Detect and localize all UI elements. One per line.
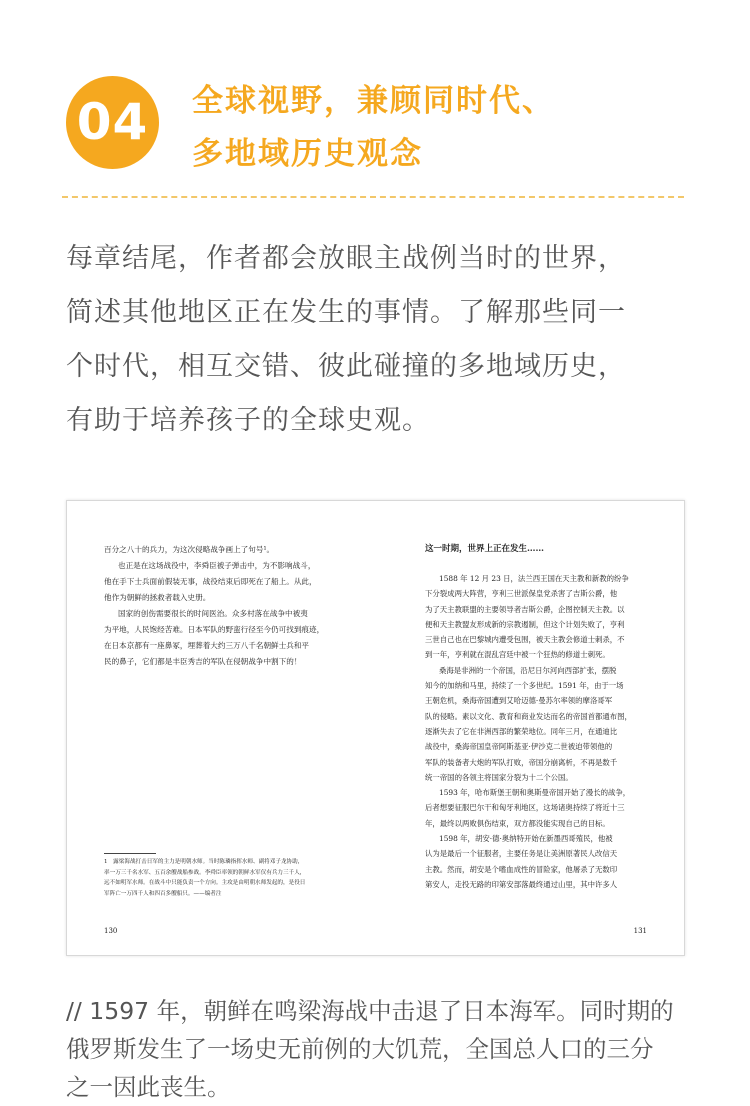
text-line: 也正是在这场战役中，李舜臣被子弹击中，为不影响战斗， [118, 561, 316, 570]
text-line: 第安人，走投无路的印第安部落最终通过山里，其中许多人 [425, 879, 618, 889]
text-line: 战役中，桑海帝国皇帝阿斯基亚·伊沙克二世被迫带领他的 [425, 742, 613, 752]
section-title-line2: 多地域历史观念 [192, 136, 423, 172]
right-page-number: 131 [633, 927, 647, 935]
left-page-footnote [104, 857, 334, 899]
text-line: 军队的装备者大炮的军队打败，帝国分崩离析，不再是数千 [425, 757, 618, 767]
book-right-page [375, 501, 684, 955]
text-line: 王朝危机，桑海帝国遭到艾哈迈德·曼苏尔率领的摩洛哥军 [425, 696, 613, 706]
text-line: 逐渐失去了它在非洲西部的繁荣地位。同年三月，在通迪比 [425, 726, 618, 736]
text-line: 在日本京都有一座鼻冢，埋葬着大约三万八千名朝鲜士兵和平 [104, 641, 310, 650]
footnote-line: 军阵亡一万四千人和四百多艘船只。——编者注 [104, 890, 222, 897]
text-line: 便和天主教盟友形成新的宗教遏制，但这个计划失败了，亨利 [425, 619, 625, 629]
text-line: 1593 年，哈布斯堡王朝和奥斯曼帝国开始了漫长的战争， [439, 788, 631, 798]
caption-line: 之一因此丧生。 [66, 1073, 231, 1101]
intro-line: 简述其他地区正在发生的事情。了解那些同一 [66, 297, 626, 328]
text-line: 主教。然而，胡安是个嗜血成性的冒险家，他屠杀了无数印 [425, 864, 618, 874]
text-line: 知今的加纳和马里，持续了一个多世纪。1591 年，由于一场 [425, 681, 624, 691]
left-page-text [104, 542, 334, 670]
book-left-page [67, 501, 375, 955]
text-line: 年，最终以两败俱伤结束，双方都没能实现自己的目标。 [425, 818, 610, 828]
text-line: 为平地，人民饱经苦难。日本军队的野蛮行径至今仍可找到痕迹， [104, 625, 325, 634]
section-title-line1: 全球视野，兼顾同时代、 [192, 83, 555, 119]
right-page-text [425, 571, 657, 892]
text-line: 他在手下士兵面前假装无事，战役结束后即死在了船上。从此， [104, 577, 317, 586]
footnote-line: 率一万三千名水军、五百余艘战船参战。李舜臣率领的朝鲜水军仅有兵力三千人， [104, 869, 306, 876]
footnote-rule [104, 853, 156, 854]
text-line: 认为是最后一个征服者，主要任务是让美洲原著民人改信天 [425, 849, 618, 859]
text-line: 统一帝国的各领主将国家分裂为十二个公国。 [425, 772, 573, 782]
intro-paragraph [66, 232, 696, 448]
book-spread-image [66, 500, 685, 956]
text-line: 为了天主教联盟的主要领导者吉斯公爵，企图控制天主教。以 [425, 604, 625, 614]
section-number-badge: 04 [66, 76, 159, 169]
text-line: 桑海是非洲的一个帝国，沿尼日尔河向西部扩张，摆脱 [439, 665, 617, 675]
text-line: 国家的创伤需要很长的时间医治。众多村落在战争中被夷 [118, 609, 308, 618]
right-page-heading: 这一时期，世界上正在发生…… [425, 544, 545, 554]
caption-line: 俄罗斯发生了一场史无前例的大饥荒，全国总人口的三分 [66, 1035, 654, 1063]
footnote-line: 远不如明军水师。在战斗中只能负责一个方向。主攻是由明朝水师发起的，是役日 [104, 880, 306, 886]
intro-line: 每章结尾，作者都会放眼主战例当时的世界， [66, 243, 626, 274]
text-line: 队的侵略。素以文化、教育和商业发达而名的帝国首都通布图， [425, 711, 632, 721]
text-line: 后者想要征服巴尔干和匈牙利地区，这场诸奥持续了将近十三 [425, 803, 625, 813]
text-line: 到一年，亨利就在混乱宫廷中被一个狂热的修道士刺死。 [425, 650, 610, 660]
text-line: 1588 年 12 月 23 日，法兰西王国在天主教和新教的纷争 [439, 574, 629, 583]
text-line: 1598 年，胡安·德·奥纳特开始在新墨西哥殖民，他被 [439, 834, 613, 844]
text-line: 百分之八十的兵力，为这次侵略战争画上了句号¹。 [104, 545, 275, 554]
intro-line: 个时代，相互交错、彼此碰撞的多地域历史， [66, 351, 626, 382]
intro-line: 有助于培养孩子的全球史观。 [66, 405, 430, 436]
footnote-line: 1 露梁海战打击日军的主力是明朝水师。当时陈璘指挥水师、副将邓子龙协助， [104, 859, 304, 865]
text-line: 下分裂成两大阵营，亨利三世派保皇党杀害了吉斯公爵，他 [425, 589, 618, 599]
dashed-divider [62, 196, 684, 198]
left-page-number: 130 [104, 927, 118, 935]
text-line: 他作为朝鲜的拯救者载入史册。 [104, 593, 211, 602]
text-line: 民的鼻子，它们都是丰臣秀吉的军队在侵朝战争中割下的！ [104, 657, 302, 666]
text-line: 三世自己也在巴黎城内遭受包围，被天主教会修道士刺杀，不 [425, 635, 625, 645]
caption-line: // 1597 年，朝鲜在鸣梁海战中击退了日本海军。同时期的 [66, 997, 674, 1025]
